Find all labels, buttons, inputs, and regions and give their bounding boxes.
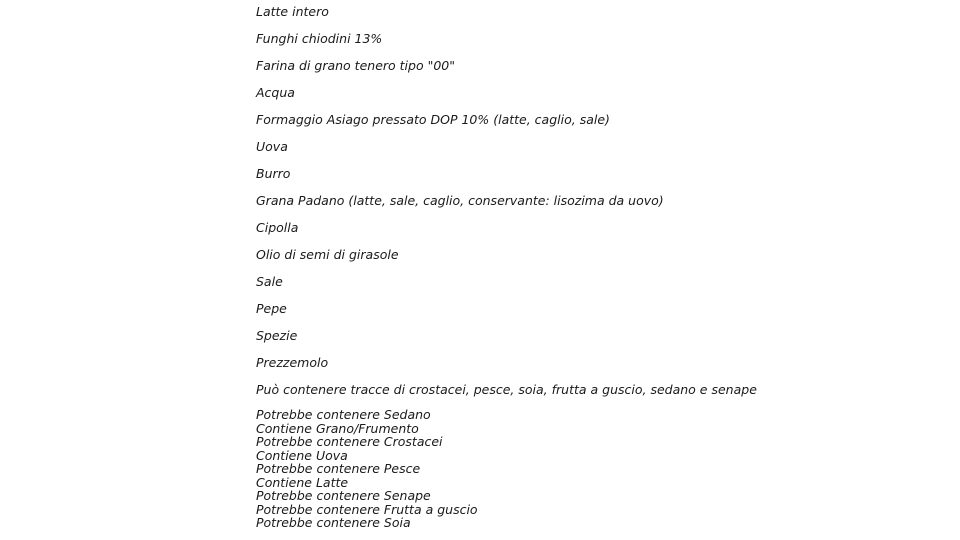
allergen-item: Potrebbe contenere Senape <box>256 488 431 503</box>
allergen-item: Potrebbe contenere Pesce <box>256 461 421 476</box>
ingredient-item: Pepe <box>256 301 287 316</box>
allergen-item: Potrebbe contenere Soia <box>256 515 411 530</box>
allergen-item: Contiene Grano/Frumento <box>256 420 419 436</box>
ingredient-item: Prezzemolo <box>256 355 329 370</box>
allergen-item: Potrebbe contenere Frutta a guscio <box>256 501 478 517</box>
ingredient-item: Farina di grano tenero tipo "00" <box>256 58 455 73</box>
ingredient-item: Cipolla <box>256 220 299 235</box>
ingredient-item: Olio di semi di girasole <box>256 247 399 262</box>
ingredients-document <box>256 3 936 530</box>
ingredient-item: Latte intero <box>256 4 329 19</box>
ingredient-item: Formaggio Asiago pressato DOP 10% (latte, caglio, sale) <box>256 112 610 127</box>
ingredient-item: Funghi chiodini 13% <box>256 31 383 46</box>
ingredient-item: Sale <box>256 274 283 289</box>
ingredient-list <box>256 3 936 398</box>
allergen-item: Contiene Latte <box>256 474 349 490</box>
ingredient-item: Spezie <box>256 328 298 343</box>
ingredient-item: Grana Padano (latte, sale, caglio, conservante: lisozima da uovo) <box>256 193 664 208</box>
allergen-item: Contiene Uova <box>256 447 348 463</box>
ingredient-item: Acqua <box>256 85 295 100</box>
allergen-item: Potrebbe contenere Sedano <box>256 407 431 422</box>
ingredient-item: Uova <box>256 139 288 154</box>
ingredient-item: Burro <box>256 166 291 181</box>
allergen-list <box>256 408 936 530</box>
allergen-item: Potrebbe contenere Crostacei <box>256 434 443 449</box>
trace-warning: Può contenere tracce di crostacei, pesce, soia, frutta a guscio, sedano e senape <box>256 382 757 397</box>
